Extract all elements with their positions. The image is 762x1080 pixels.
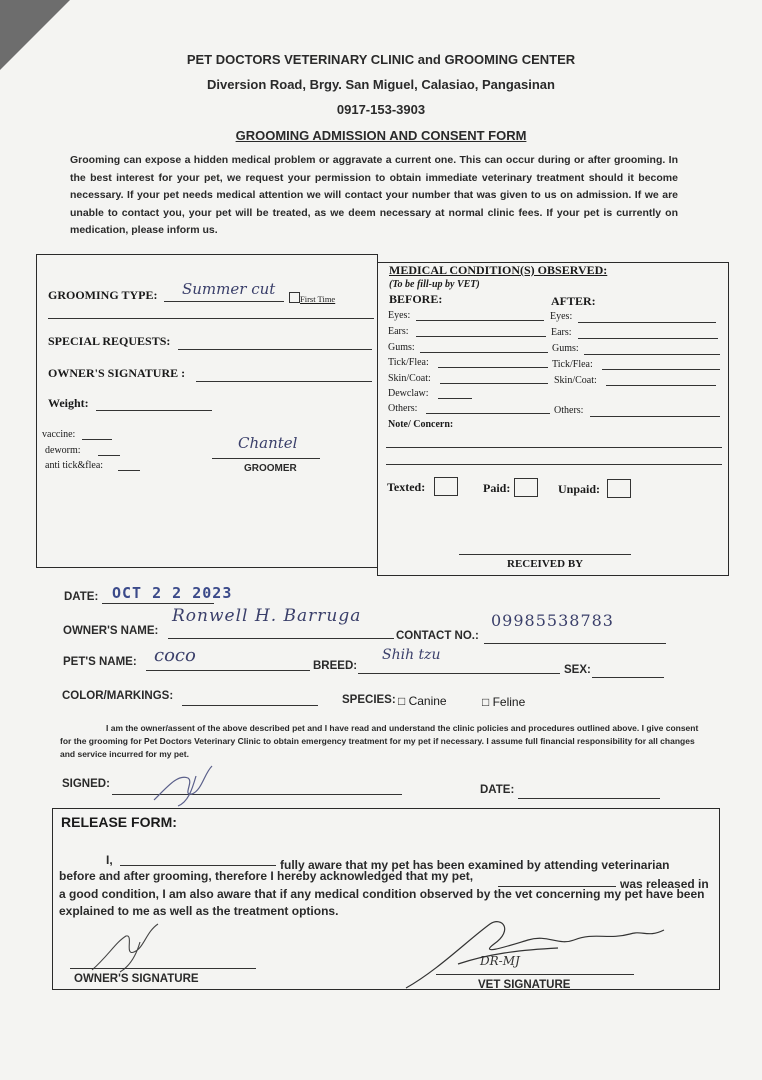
contact-value: 09985538783 — [491, 611, 614, 630]
received-by-label: RECEIVED BY — [507, 558, 584, 570]
before-tickflea-line — [438, 367, 548, 368]
owner-signature-label: OWNER'S SIGNATURE : — [48, 366, 186, 380]
note-line-2 — [386, 464, 722, 465]
release-name-line — [120, 865, 276, 866]
before-eyes-line — [416, 320, 544, 321]
date-line — [102, 603, 214, 604]
first-time-label: First Time — [300, 294, 336, 304]
breed-label: BREED: — [313, 660, 358, 672]
before-gums-line — [420, 352, 548, 353]
before-others-line — [426, 413, 550, 414]
breed-value: Shih tzu — [382, 647, 441, 663]
before-dewclaw-line — [438, 398, 472, 399]
texted-checkbox[interactable] — [434, 477, 458, 496]
before-gums-label: Gums: — [388, 342, 415, 353]
groomer-label: GROOMER — [244, 463, 297, 474]
owner-signature-scribble — [148, 756, 228, 813]
intro-paragraph: Grooming can expose a hidden medical problem or aggravate a current one. This can occur during or after grooming. In the best interest for your pet, we request your permission to obtain immediate veterinary treatment should it become necessary. If your pet needs medical attention we will contact your number that was given to us on admission. If we are unable to contact you, your pet will be treated, as we deem necessary at normal clinic fees. If your pet is currently on medication, please inform us. — [70, 154, 678, 236]
before-ears-line — [416, 336, 546, 337]
unpaid-checkbox[interactable] — [607, 479, 631, 498]
release-owner-label: OWNER'S SIGNATURE — [74, 973, 199, 985]
release-text-i: I, — [106, 853, 113, 867]
antitick-label: anti tick&flea: — [45, 460, 104, 471]
clinic-address: Diversion Road, Brgy. San Miguel, Calasiao, Pangasinan — [207, 77, 555, 92]
unpaid-label: Unpaid: — [558, 482, 601, 496]
release-owner-line — [70, 968, 256, 969]
species-feline-option[interactable]: □ Feline — [482, 695, 526, 709]
after-gums-line — [584, 354, 720, 355]
vet-signature-line — [436, 974, 634, 975]
special-requests-label: SPECIAL REQUESTS: — [48, 334, 171, 348]
after-eyes-line — [578, 322, 716, 323]
before-label: BEFORE: — [389, 292, 443, 306]
after-skincoat-label: Skin/Coat: — [554, 375, 597, 386]
release-text-before: before and after grooming, therefore I hereby acknowledged that my pet, — [59, 869, 474, 883]
after-others-line — [590, 416, 720, 417]
signed-label: SIGNED: — [62, 778, 110, 790]
weight-line — [96, 410, 212, 411]
owner-signature-line — [196, 381, 372, 382]
consent-paragraph: I am the owner/assent of the above described pet and I have read and understand the clinic policies and procedures outlined above. I give consent for the grooming for Pet Doctors Veterinary Clinic to obtain emergency treatment for my pet if necessary. I assume full financial responsibility for all changes and service incurred for my pet. — [60, 723, 699, 759]
after-tickflea-line — [602, 369, 720, 370]
clinic-name: PET DOCTORS VETERINARY CLINIC and GROOMING CENTER — [186, 52, 576, 67]
date-stamp: OCT 2 2 2023 — [112, 584, 233, 602]
sex-line — [592, 677, 664, 678]
note-label: Note/ Concern: — [388, 419, 454, 430]
after-gums-label: Gums: — [552, 343, 579, 354]
owner-name-label: OWNER'S NAME: — [63, 625, 159, 637]
medical-subtitle: (To be fill-up by VET) — [389, 279, 480, 290]
note-line-1 — [386, 447, 722, 448]
before-others-label: Others: — [388, 403, 418, 414]
weight-label: Weight: — [48, 396, 89, 410]
paid-checkbox[interactable] — [514, 478, 538, 497]
before-eyes-label: Eyes: — [388, 310, 411, 321]
texted-label: Texted: — [387, 480, 426, 494]
contact-line — [484, 643, 666, 644]
grooming-type-value: Summer cut — [182, 280, 276, 298]
release-text-released: was released in — [620, 877, 709, 891]
owner-name-line — [168, 638, 394, 639]
paid-label: Paid: — [483, 481, 511, 495]
vet-signature-text: DR-MJ — [480, 954, 520, 968]
special-requests-line — [178, 349, 372, 350]
after-ears-line — [578, 338, 718, 339]
received-by-line — [459, 554, 631, 555]
color-markings-line — [182, 705, 318, 706]
species-canine-option[interactable]: □ Canine — [398, 694, 447, 708]
species-label: SPECIES: — [342, 694, 396, 706]
breed-line — [358, 673, 560, 674]
release-text-aware: fully aware that my pet has been examined by attending veterinarian — [280, 858, 670, 872]
before-ears-label: Ears: — [388, 326, 409, 337]
before-skincoat-line — [440, 383, 548, 384]
before-skincoat-label: Skin/Coat: — [388, 373, 431, 384]
clinic-phone: 0917-153-3903 — [336, 102, 426, 117]
date2-label: DATE: — [480, 784, 515, 796]
release-title: RELEASE FORM: — [61, 814, 177, 830]
after-label: AFTER: — [551, 294, 596, 308]
pet-name-value: coco — [154, 645, 196, 666]
form-title: GROOMING ADMISSION AND CONSENT FORM — [235, 128, 527, 143]
after-skincoat-line — [606, 385, 716, 386]
vaccine-line — [82, 439, 112, 440]
after-eyes-label: Eyes: — [550, 311, 573, 322]
release-text-condition: a good condition, I am also aware that if any medical condition observed by the vet concerning my pet have been explained to me as well as the treatment options. — [59, 887, 705, 918]
after-tickflea-label: Tick/Flea: — [552, 359, 593, 370]
pet-name-label: PET'S NAME: — [63, 656, 137, 668]
grooming-type-label: GROOMING TYPE: — [48, 288, 158, 302]
before-tickflea-label: Tick/Flea: — [388, 357, 429, 368]
groomer-line — [212, 458, 320, 459]
after-others-label: Others: — [554, 405, 584, 416]
vaccine-label: vaccine: — [42, 429, 76, 440]
groomer-signature: Chantel — [238, 434, 298, 452]
deworm-line — [98, 455, 120, 456]
contact-label: CONTACT NO.: — [396, 630, 479, 642]
date2-line — [518, 798, 660, 799]
grooming-extra-line — [48, 318, 374, 319]
after-ears-label: Ears: — [551, 327, 572, 338]
sex-label: SEX: — [564, 664, 591, 676]
vet-signature-label: VET SIGNATURE — [478, 979, 571, 991]
before-dewclaw-label: Dewclaw: — [388, 388, 429, 399]
owner-name-value: Ronwell H. Barruga — [172, 606, 362, 626]
antitick-line — [118, 470, 140, 471]
first-time-checkbox[interactable] — [289, 292, 300, 303]
deworm-label: deworm: — [45, 445, 81, 456]
grooming-type-line — [164, 301, 284, 302]
pet-name-line — [146, 670, 310, 671]
medical-title: MEDICAL CONDITION(S) OBSERVED: — [389, 263, 608, 277]
color-markings-label: COLOR/MARKINGS: — [62, 690, 174, 702]
date-label: DATE: — [64, 591, 99, 603]
